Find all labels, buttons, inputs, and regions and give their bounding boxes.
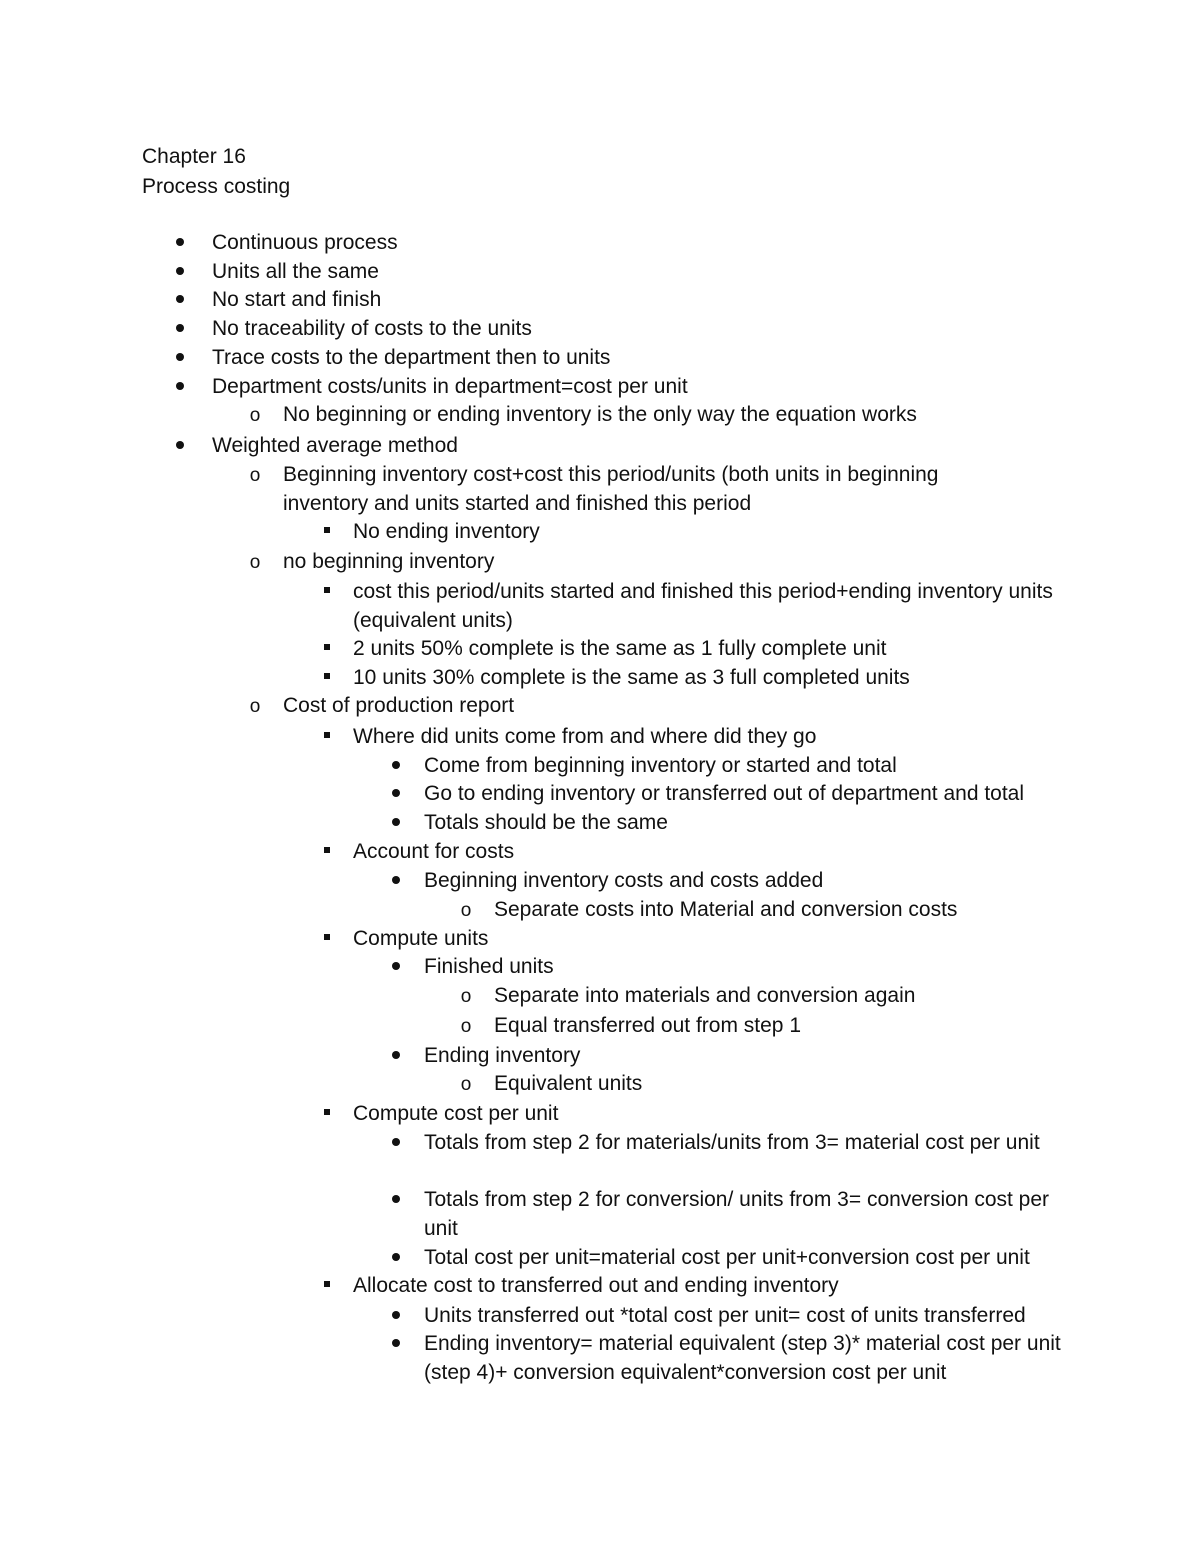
list-item [353, 837, 1073, 866]
list-item-text: No traceability of costs to the units [212, 317, 532, 340]
disc-bullet-icon [170, 314, 190, 343]
list-item-text: Units transferred out *total cost per unit= cost of units transferred [424, 1304, 1026, 1327]
disc-bullet-icon [386, 808, 406, 837]
list-item-text: no beginning inventory [283, 550, 495, 573]
list-item [424, 1243, 1124, 1272]
list-item-text: Beginning inventory cost+cost this period/units (both units in beginning inventory and units started and finished this period [283, 463, 939, 515]
list-item-text: Trace costs to the department then to units [212, 346, 611, 369]
list-item [353, 517, 1073, 546]
square-bullet-icon [317, 517, 337, 546]
list-item [212, 431, 1112, 460]
square-bullet-icon [317, 1099, 337, 1128]
list-item-text: Equal transferred out from step 1 [494, 1014, 801, 1037]
square-bullet-icon [317, 837, 337, 866]
list-item [212, 228, 1112, 257]
list-item [212, 343, 1112, 372]
list-item-text: No beginning or ending inventory is the only way the equation works [283, 403, 917, 426]
list-item [460, 895, 1144, 924]
list-item-text: Beginning inventory costs and costs added [424, 869, 824, 892]
list-item-text: Totals from step 2 for materials/units from 3= material cost per unit [424, 1131, 1040, 1154]
list-item [424, 952, 1124, 981]
disc-bullet-icon [170, 343, 190, 372]
list-item [460, 1011, 1144, 1040]
list-item-text: No ending inventory [353, 520, 540, 543]
list-item [460, 981, 1144, 1010]
list-item [460, 1069, 1144, 1098]
list-item [424, 751, 1124, 780]
disc-bullet-icon [170, 228, 190, 257]
list-item-text: Units all the same [212, 260, 379, 283]
disc-bullet-icon [170, 285, 190, 314]
list-item-text: No start and finish [212, 288, 382, 311]
list-item [424, 1185, 1054, 1243]
disc-bullet-icon [386, 1301, 406, 1330]
list-item-text: Ending inventory [424, 1044, 581, 1067]
list-item [353, 577, 1053, 635]
list-item-text: Weighted average method [212, 434, 458, 457]
disc-bullet-icon [386, 952, 406, 981]
disc-bullet-icon [386, 866, 406, 895]
disc-bullet-icon [386, 779, 406, 808]
list-item [212, 372, 1112, 401]
square-bullet-icon [317, 663, 337, 692]
list-item [424, 1301, 1124, 1330]
list-item-text: Ending inventory= material equivalent (step 3)* material cost per unit (step 4)+ conversion equivalent*conversion cost per unit [424, 1332, 1061, 1384]
list-item-text: Come from beginning inventory or started and total [424, 754, 897, 777]
circle-bullet-icon: o [460, 1074, 472, 1095]
list-item [353, 722, 1073, 751]
square-bullet-icon [317, 722, 337, 751]
list-item-text: cost this period/units started and finished this period+ending inventory units (equivalent units) [353, 580, 1053, 632]
square-bullet-icon [317, 1271, 337, 1300]
list-item [424, 866, 1124, 895]
list-item-text: Totals should be the same [424, 811, 668, 834]
chapter-title: Chapter 16 [142, 145, 246, 168]
list-item-text: Cost of production report [283, 694, 515, 717]
list-item [249, 460, 983, 518]
disc-bullet-icon [386, 751, 406, 780]
square-bullet-icon [317, 634, 337, 663]
list-item [212, 257, 1112, 286]
disc-bullet-icon [170, 257, 190, 286]
list-item [424, 1329, 1064, 1387]
list-item-text: 2 units 50% complete is the same as 1 fully complete unit [353, 637, 887, 660]
circle-bullet-icon: o [460, 900, 472, 921]
disc-bullet-icon [386, 1243, 406, 1272]
circle-bullet-icon: o [249, 552, 261, 573]
list-item [353, 634, 1073, 663]
list-item [249, 400, 1103, 429]
list-item [424, 1041, 1124, 1070]
disc-bullet-icon [170, 372, 190, 401]
list-item-text: Total cost per unit=material cost per unit+conversion cost per unit [424, 1246, 1030, 1269]
disc-bullet-icon [386, 1185, 406, 1214]
list-item [249, 691, 1063, 720]
list-item [353, 663, 1073, 692]
list-item [424, 1128, 1054, 1157]
disc-bullet-icon [170, 431, 190, 460]
circle-bullet-icon: o [460, 986, 472, 1007]
list-item-text: Totals from step 2 for conversion/ units from 3= conversion cost per unit [424, 1188, 1050, 1240]
list-item-text: Separate costs into Material and conversion costs [494, 898, 958, 921]
list-item-text: Go to ending inventory or transferred out of department and total [424, 782, 1025, 805]
list-item [212, 285, 1112, 314]
disc-bullet-icon [386, 1128, 406, 1157]
list-item-text: Equivalent units [494, 1072, 643, 1095]
list-item-text: Compute units [353, 927, 489, 950]
subject-title: Process costing [142, 175, 291, 198]
list-item-text: Department costs/units in department=cost per unit [212, 375, 688, 398]
disc-bullet-icon [386, 1329, 406, 1358]
list-item [249, 547, 1063, 576]
list-item-text: Finished units [424, 955, 554, 978]
list-item-text: 10 units 30% complete is the same as 3 full completed units [353, 666, 910, 689]
circle-bullet-icon: o [460, 1016, 472, 1037]
list-item-text: Separate into materials and conversion again [494, 984, 916, 1007]
square-bullet-icon [317, 924, 337, 953]
list-item [353, 1099, 1073, 1128]
list-item [424, 779, 1124, 808]
list-item-text: Continuous process [212, 231, 398, 254]
circle-bullet-icon: o [249, 405, 261, 426]
square-bullet-icon [317, 577, 337, 606]
list-item-text: Compute cost per unit [353, 1102, 559, 1125]
list-item [353, 924, 1073, 953]
list-item-text: Where did units come from and where did they go [353, 725, 817, 748]
circle-bullet-icon: o [249, 465, 261, 486]
list-item [353, 1271, 1073, 1300]
list-item [424, 808, 1124, 837]
list-item-text: Allocate cost to transferred out and ending inventory [353, 1274, 839, 1297]
list-item [212, 314, 1112, 343]
circle-bullet-icon: o [249, 696, 261, 717]
disc-bullet-icon [386, 1041, 406, 1070]
list-item-text: Account for costs [353, 840, 515, 863]
